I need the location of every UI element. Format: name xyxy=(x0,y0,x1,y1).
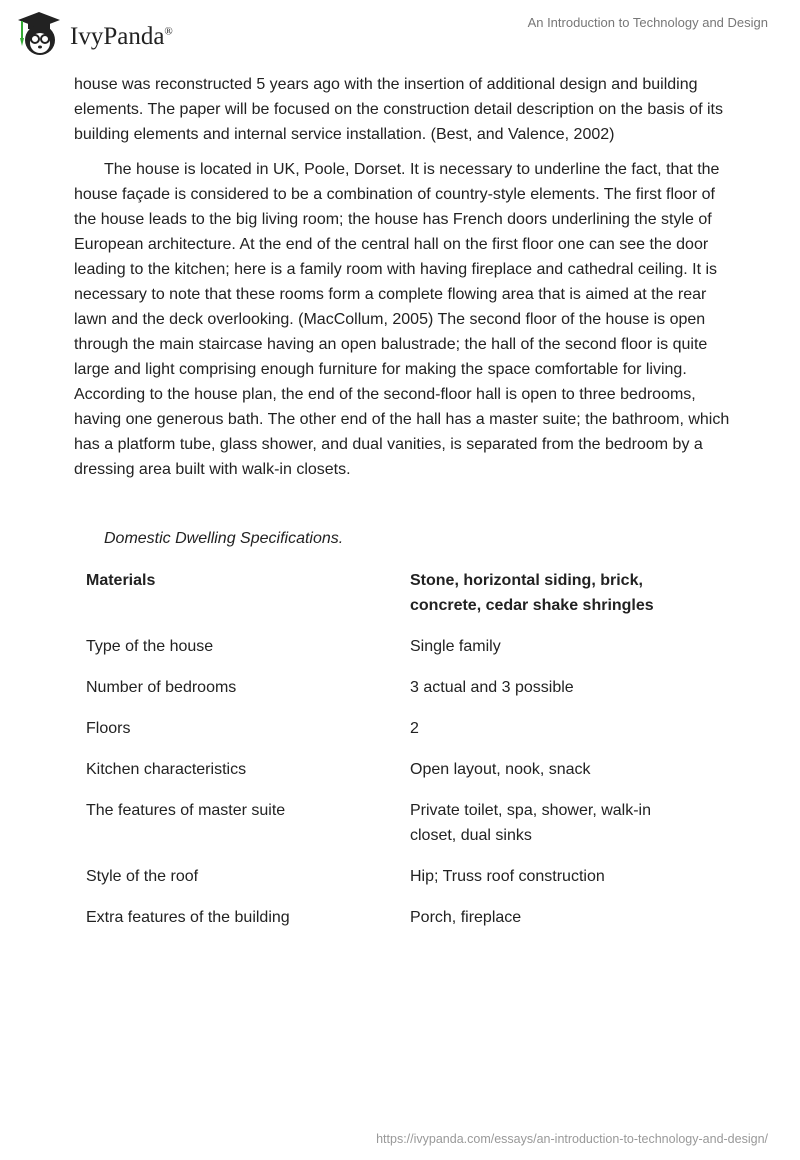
table-row xyxy=(74,798,682,864)
source-url[interactable]: https://ivypanda.com/essays/an-introduction-to-technology-and-design/ xyxy=(376,1132,768,1146)
spec-value: Hip; Truss roof construction xyxy=(410,868,605,885)
spec-value: 2 xyxy=(410,720,419,737)
spec-value: Stone, horizontal siding, brick, concrete, cedar shake shringles xyxy=(410,572,654,614)
table-row xyxy=(74,634,682,675)
spec-label: Kitchen characteristics xyxy=(86,761,247,778)
brand-name xyxy=(70,23,173,51)
paragraph: house was reconstructed 5 years ago with the insertion of additional design and building elements. The paper will be focused on the construction detail description on the basis of its building elements and internal service installation. (Best, and Valence, 2002) xyxy=(74,76,723,143)
document-title: An Introduction to Technology and Design xyxy=(527,15,768,30)
registered-mark: ® xyxy=(164,25,173,38)
specifications-table xyxy=(74,568,682,946)
table-row xyxy=(74,905,682,946)
spec-label: Floors xyxy=(86,720,131,737)
spec-value: Private toilet, spa, shower, walk-in closet, dual sinks xyxy=(410,802,651,844)
spec-value: Open layout, nook, snack xyxy=(410,761,591,778)
spec-label: Style of the roof xyxy=(86,868,199,885)
ivypanda-logo[interactable] xyxy=(14,8,173,58)
table-row xyxy=(74,716,682,757)
spec-value: 3 actual and 3 possible xyxy=(410,679,574,696)
essay-body xyxy=(74,72,730,492)
table-row xyxy=(74,757,682,798)
spec-label: Materials xyxy=(86,572,156,589)
spec-label: Extra features of the building xyxy=(86,909,290,926)
spec-value: Porch, fireplace xyxy=(410,909,522,926)
spec-label: Type of the house xyxy=(86,638,214,655)
spec-label: Number of bedrooms xyxy=(86,679,237,696)
paragraph: The house is located in UK, Poole, Dorset. It is necessary to underline the fact, that the house façade is considered to be a combination of country-style elements. The first floor of the house leads to the big living room; the house has French doors underlining the style of European architecture. At the end of the central hall on the first floor one can see the door leading to the kitchen; here is a family room with having fireplace and cathedral ceiling. It is necessary to note that these rooms form a complete flowing area that is aimed at the rear lawn and the deck overlooking. (MacCollum, 2005) The second floor of the house is open through the main staircase having an open balustrade; the hall of the second floor is quite large and light comprising enough furniture for making the space comfortable for living. According to the house plan, the end of the second-floor hall is open to three bedrooms, having one generous bath. The other end of the hall has a master suite; the bathroom, which has a platform tube, glass shower, and dual vanities, is separated from the bedroom by a dressing area built with walk-in closets. xyxy=(74,161,730,478)
table-row xyxy=(74,675,682,716)
brand-text: IvyPanda xyxy=(70,23,165,50)
table-row xyxy=(74,568,682,634)
spec-value: Single family xyxy=(410,638,501,655)
panda-logo-icon xyxy=(14,8,64,58)
table-row xyxy=(74,864,682,905)
spec-label: The features of master suite xyxy=(86,802,286,819)
table-caption: Domestic Dwelling Specifications. xyxy=(104,530,344,547)
